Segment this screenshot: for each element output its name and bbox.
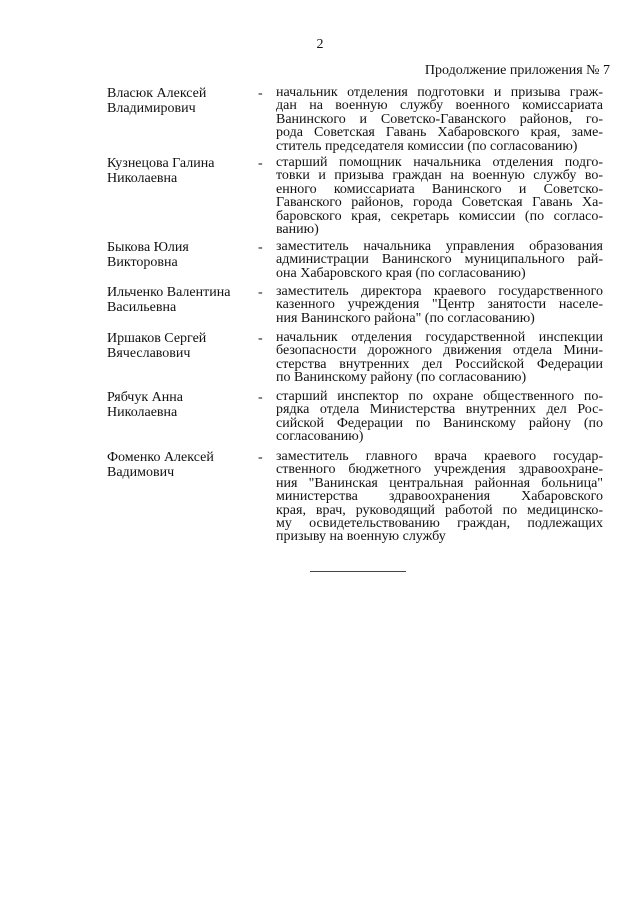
dash-separator: -: [258, 331, 263, 346]
member-role-line: края, врач, руководящий работой по медицинско-: [276, 502, 603, 518]
member-role-line: ститель председателя комиссии (по согласованию): [276, 138, 578, 154]
dash-separator: -: [258, 240, 263, 255]
member-name-line: Власюк Алексей: [107, 86, 207, 101]
member-role-line: енного комиссариата Ванинского и Советско-: [276, 181, 603, 197]
member-role: [276, 86, 603, 153]
member-name-line: Викторовна: [107, 255, 178, 270]
member-role-line: Гаванского районов, города Советская Гавань Ха-: [276, 195, 603, 211]
member-name-line: Вячеславович: [107, 346, 191, 361]
member-name: [107, 86, 257, 116]
member-role-line: му освидетельствованию граждан, подлежащих: [276, 516, 603, 532]
member-role-line: безопасности дорожного движения отдела Мини-: [276, 343, 603, 359]
member-name: [107, 156, 257, 186]
member-role-line: ванию): [276, 222, 319, 238]
member-role-line: товки и призыва граждан на военную службу во-: [276, 168, 603, 184]
member-name: [107, 285, 257, 315]
member-role-line: заместитель начальника управления образования: [276, 239, 603, 254]
member-name-line: Ильченко Валентина: [107, 285, 231, 300]
member-role-line: старший помощник начальника отделения подго-: [276, 155, 603, 170]
end-of-list-divider: [310, 571, 406, 572]
member-name-line: Кузнецова Галина: [107, 156, 215, 171]
member-role-line: ственного бюджетного учреждения здравоохране-: [276, 462, 603, 478]
member-role-line: начальник отделения подготовки и призыва граж-: [276, 85, 603, 100]
member-name-line: Васильевна: [107, 300, 177, 315]
member-role-line: министерства здравоохранения Хабаровского: [276, 489, 603, 505]
member-role: [276, 331, 603, 385]
member-role-line: призыву на военную службу: [276, 529, 446, 545]
member-name: [107, 331, 257, 361]
member-name: [107, 240, 257, 270]
member-role-line: заместитель главного врача краевого государ-: [276, 449, 603, 464]
member-role-line: ния Ванинского района" (по согласованию): [276, 310, 535, 326]
member-role: [276, 285, 603, 325]
member-role-line: старший инспектор по охране общественного по-: [276, 389, 603, 404]
member-name: [107, 450, 257, 480]
member-role-line: казенного учреждения "Центр занятости населе-: [276, 297, 603, 313]
member-role-line: заместитель директора краевого государственного: [276, 284, 603, 299]
member-name-line: Быкова Юлия: [107, 240, 189, 255]
member-role-line: по Ванинскому району (по согласованию): [276, 370, 527, 386]
member-name-line: Владимирович: [107, 101, 196, 116]
member-role-line: администрации Ванинского муниципального рай-: [276, 252, 603, 268]
member-role-line: дан на военную службу военного комиссариата: [276, 98, 603, 114]
member-name-line: Фоменко Алексей: [107, 450, 214, 465]
member-role-line: начальник отделения государственной инспекции: [276, 330, 603, 345]
member-role: [276, 240, 603, 280]
dash-separator: -: [258, 156, 263, 171]
member-role-line: сийской Федерации по Ванинскому району (по: [276, 415, 603, 431]
member-name-line: Вадимович: [107, 465, 175, 480]
member-name-line: Николаевна: [107, 405, 178, 420]
member-role-line: рядка отдела Министерства внутренних дел Рос-: [276, 402, 603, 418]
member-role: [276, 450, 603, 544]
member-role-line: баровского края, секретарь комиссии (по согласо-: [276, 208, 603, 224]
member-name-line: Рябчук Анна: [107, 390, 183, 405]
member-name-line: Иршаков Сергей: [107, 331, 207, 346]
dash-separator: -: [258, 450, 263, 465]
dash-separator: -: [258, 285, 263, 300]
dash-separator: -: [258, 86, 263, 101]
member-role-line: стерства внутренних дел Российской Федерации: [276, 356, 603, 372]
member-role-line: рода Советская Гавань Хабаровского края, заме-: [276, 125, 603, 141]
dash-separator: -: [258, 390, 263, 405]
member-role-line: она Хабаровского края (по согласованию): [276, 265, 526, 281]
member-name-line: Николаевна: [107, 171, 178, 186]
member-role-line: ния "Ванинская центральная районная больница": [276, 475, 603, 491]
member-name: [107, 390, 257, 420]
member-role-line: Ванинского и Советско-Гаванского районов, го-: [276, 111, 603, 127]
member-role: [276, 390, 603, 444]
member-role: [276, 156, 603, 236]
appendix-continuation-note: Продолжение приложения № 7: [424, 63, 610, 78]
page-number: 2: [316, 37, 324, 52]
member-role-line: согласованию): [276, 429, 364, 445]
